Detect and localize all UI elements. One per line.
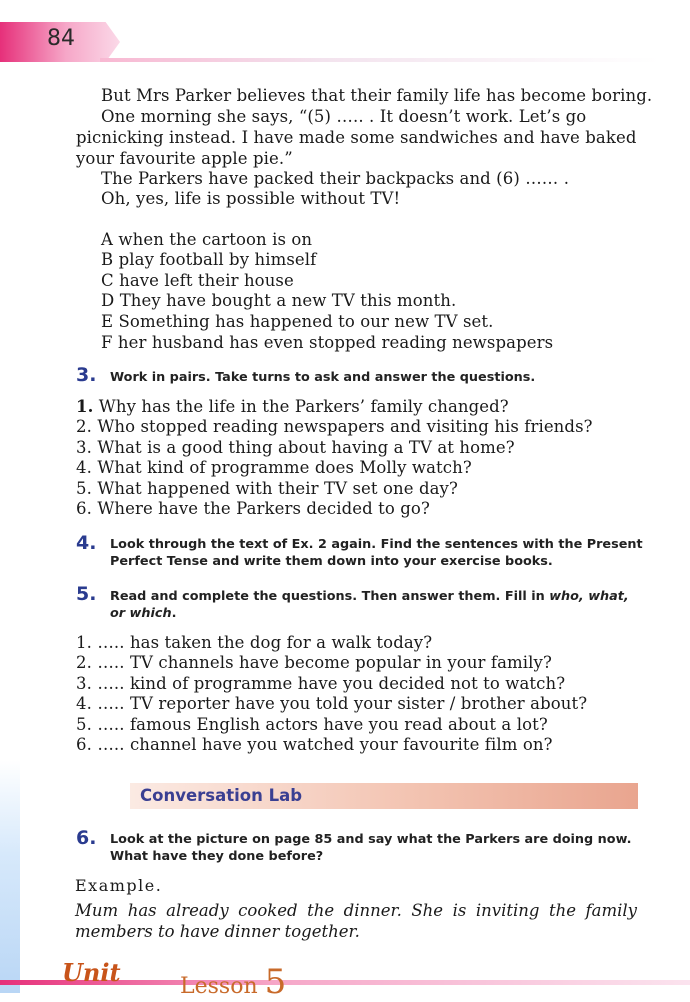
- question-item: [76, 674, 565, 693]
- question-item: [76, 633, 432, 652]
- question-number: 1.: [76, 633, 92, 652]
- question-item: [76, 479, 458, 498]
- example-text: Mum has already cooked the dinner. She is inviting the family members to have dinner together.: [75, 901, 637, 941]
- lesson-label: Lesson 5: [180, 962, 287, 1002]
- option-item: [101, 333, 553, 352]
- intro-line: The Parkers have packed their backpacks and (6) …… .: [101, 169, 570, 188]
- margin-decoration: [0, 760, 20, 993]
- option-text: play football by himself: [118, 250, 317, 269]
- option-item: [101, 271, 294, 290]
- option-item: [101, 312, 494, 331]
- exercise-instruction: Read and complete the questions. Then answer them. Fill in who, what,: [110, 589, 629, 604]
- intro-line: your favourite apple pie.”: [76, 149, 293, 168]
- question-item: [76, 715, 548, 734]
- question-text: ….. TV channels have become popular in your family?: [97, 653, 552, 672]
- question-text: What is a good thing about having a TV at home?: [97, 438, 515, 457]
- option-letter: D: [101, 291, 115, 310]
- question-number: 2.: [76, 417, 92, 436]
- exercise-instruction: Look at the picture on page 85 and say what the Parkers are doing now.: [110, 832, 632, 847]
- lesson-number: 5: [264, 962, 287, 1002]
- intro-line: But Mrs Parker believes that their family life has become boring.: [101, 86, 653, 105]
- option-letter: E: [101, 312, 114, 331]
- question-text: ….. kind of programme have you decided not to watch?: [97, 674, 566, 693]
- question-text: ….. famous English actors have you read about a lot?: [97, 715, 548, 734]
- option-text: have left their house: [119, 271, 294, 290]
- section-title: Conversation Lab: [140, 786, 303, 805]
- question-number: 5.: [76, 479, 92, 498]
- option-letter: B: [101, 250, 114, 269]
- question-item: [76, 397, 509, 416]
- option-letter: F: [101, 333, 113, 352]
- question-text: What happened with their TV set one day?: [97, 479, 458, 498]
- option-text: Something has happened to our new TV set.: [118, 312, 494, 331]
- question-item: [76, 694, 587, 713]
- question-text: Who stopped reading newspapers and visiting his friends?: [97, 417, 593, 436]
- exercise-number: 4.: [76, 532, 97, 554]
- page-number: 84: [47, 26, 75, 51]
- question-item: [76, 735, 553, 754]
- question-number: 1.: [76, 397, 94, 416]
- exercise-number: 5.: [76, 583, 97, 605]
- exercise-number: 3.: [76, 364, 97, 386]
- question-number: 3.: [76, 674, 92, 693]
- question-number: 6.: [76, 499, 92, 518]
- option-item: [101, 250, 316, 269]
- option-letter: C: [101, 271, 114, 290]
- question-number: 6.: [76, 735, 92, 754]
- exercise-instruction: Look through the text of Ex. 2 again. Find the sentences with the Present: [110, 537, 643, 552]
- intro-line: One morning she says, “(5) ….. . It doesn’t work. Let’s go: [101, 107, 587, 126]
- question-number: 5.: [76, 715, 92, 734]
- exercise-number: 6.: [76, 827, 97, 849]
- option-text: when the cartoon is on: [118, 230, 313, 249]
- intro-line: Oh, yes, life is possible without TV!: [101, 189, 401, 208]
- question-text: Why has the life in the Parkers’ family changed?: [98, 397, 509, 416]
- option-letter: A: [101, 230, 114, 249]
- question-text: ….. TV reporter have you told your sister / brother about?: [97, 694, 588, 713]
- question-text: ….. channel have you watched your favourite film on?: [97, 735, 553, 754]
- question-text: ….. has taken the dog for a walk today?: [97, 633, 433, 652]
- option-item: [101, 291, 456, 310]
- intro-line: picnicking instead. I have made some sandwiches and have baked: [76, 128, 637, 147]
- question-text: What kind of programme does Molly watch?: [97, 458, 472, 477]
- option-item: [101, 230, 312, 249]
- question-item: [76, 499, 430, 518]
- example-label: Example.: [75, 876, 163, 895]
- question-number: 3.: [76, 438, 92, 457]
- unit-logo: Unit: [62, 958, 121, 987]
- exercise-instruction: What have they done before?: [110, 849, 324, 864]
- question-number: 4.: [76, 458, 92, 477]
- option-text: They have bought a new TV this month.: [119, 291, 457, 310]
- exercise-instruction: Perfect Tense and write them down into your exercise books.: [110, 554, 553, 569]
- question-number: 2.: [76, 653, 92, 672]
- question-item: [76, 438, 515, 457]
- question-item: [76, 458, 472, 477]
- question-number: 4.: [76, 694, 92, 713]
- question-item: [76, 653, 552, 672]
- option-text: her husband has even stopped reading newspapers: [117, 333, 554, 352]
- header-divider: [100, 58, 660, 62]
- question-item: [76, 417, 593, 436]
- exercise-instruction: or which.: [110, 606, 177, 621]
- question-text: Where have the Parkers decided to go?: [97, 499, 430, 518]
- exercise-instruction: Work in pairs. Take turns to ask and answer the questions.: [110, 370, 536, 385]
